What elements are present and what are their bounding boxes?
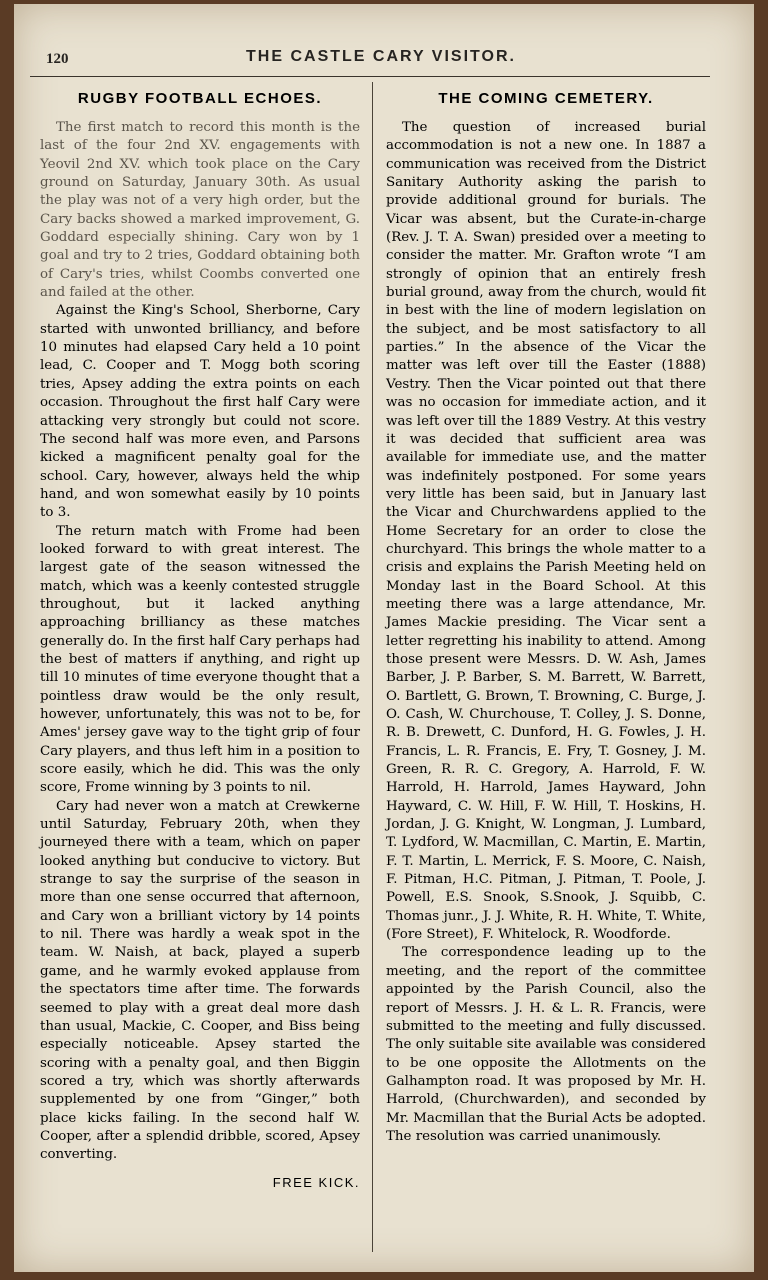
article-heading-rugby: RUGBY FOOTBALL ECHOES. [77,90,323,107]
header-rule [30,76,710,77]
article-paragraph: The return match with Frome had been looked forward to with great interest. The largest gate of the season witnessed the match, which was a keenly contested struggle throughout, but it lacked anything approaching brilliancy as these matches generally do. In the first half Cary perhaps had the best of matters if anything, and right up till 10 minutes of time everyone thought that a pointless draw would be the only result, however, unfortunately, this was not to be, for Ames' jersey gave way to the tight grip of four Cary players, and thus left him in a position to score easily, which he did. This was the only score, Frome winning by 3 points to nil. [40,523,360,796]
article-paragraph: Against the King's School, Sherborne, Cary started with unwonted brilliancy, and before 10 minutes had elapsed Cary held a 10 point lead, C. Cooper and T. Mogg both scoring tries, Apsey adding the extra points on each occasion. Throughout the first half Cary were attacking very strongly but could not score. The second half was more even, and Parsons kicked a magnificent penalty goal for the school. Cary, however, always held the whip hand, and won somewhat easily by 10 points to 3. [40,303,360,521]
article-paragraph: The first match to record this month is the last of the four 2nd XV. engagements with Yeovil 2nd XV. which took place on the Cary ground on Saturday, January 30th. As usual the play was not of a very high order, but the Cary backs showed a marked improvement, G. Goddard especially shining. Cary won by 1 goal and try to 2 tries, Goddard obtaining both of Cary's tries, whilst Coombs converted one and failed at the other. [40,120,360,301]
right-column [386,82,706,1146]
article-paragraph: Cary had never won a match at Crewkerne until Saturday, February 20th, when they journeyed there with a team, which on paper looked anything but conducive to victory. But strange to say the surprise of the season in more than one sense occurred that afternoon, and Cary won a brilliant victory by 14 points to nil. There was hardly a weak spot in the team. W. Naish, at back, played a superb game, and he warmly evoked applause from the spectators time after time. The forwards seemed to play with a great deal more dash than usual, Mackie, C. Cooper, and Biss being especially noticeable. Apsey started the scoring with a penalty goal, and then Biggin scored a try, which was shortly afterwards supplemented by one from “Ginger,” both place kicks failing. In the second half W. Cooper, after a splendid dribble, scored, Apsey converting. [40,798,360,1163]
running-title: THE CASTLE CARY VISITOR. [246,48,516,65]
article-paragraph: The correspondence leading up to the meeting, and the report of the committee appointed by the Parish Council, also the report of Messrs. J. H. & L. R. Francis, were submitted to the meeting and fully discussed. The only suitable site available was considered to be one opposite the Allotments on the Galhampton road. It was proposed by Mr. H. Harrold, (Churchwarden), and seconded by Mr. Macmillan that the Burial Acts be adopted. The resolution was carried unanimously. [386,945,706,1144]
left-column [40,82,360,1190]
article-heading-cemetery: THE COMING CEMETERY. [438,90,654,107]
article-paragraph: The question of increased burial accommodation is not a new one. In 1887 a communication was received from the District Sanitary Authority asking the parish to provide additional ground for burials. The Vicar was absent, but the Curate-in-charge (Rev. J. T. A. Swan) presided over a meeting to consider the matter. Mr. Grafton wrote “I am strongly of opinion that an entirely fresh burial ground, away from the church, would fit in best with the line of modern legislation on the subject, and be most satisfactory to all parties.” In the absence of the Vicar the matter was left over till the Easter (1888) Vestry. Then the Vicar pointed out that there was no occasion for immediate action, and it was left over till the 1889 Vestry. At this vestry it was decided that sufficient area was available for immediate use, and the matter was indefinitely postponed. For some years very little has been said, but in January last the Vicar and Churchwardens applied to the Home Secretary for an order to close the churchyard. This brings the whole matter to a crisis and explains the Parish Meeting held on Monday last in the Board School. At this meeting there was a large attendance, Mr. James Mackie presiding. The Vicar sent a letter regretting his inability to attend. Among those present were Messrs. D. W. Ash, James Barber, J. P. Barber, S. M. Barrett, W. Barrett, O. Bartlett, G. Brown, T. Browning, C. Burge, J. O. Cash, W. Churchouse, T. Colley, J. S. Donne, R. B. Drewett, C. Dunford, H. G. Fowles, J. H. Francis, L. R. Francis, E. Fry, T. Gosney, J. M. Green, R. R. C. Gregory, A. Harrold, F. W. Harrold, H. Harrold, James Hayward, John Hayward, C. W. Hill, F. W. Hill, T. Hoskins, H. Jordan, J. G. Knight, W. Longman, J. Lumbard, T. Lydford, W. Macmillan, C. Martin, E. Martin, F. T. Martin, L. Merrick, F. S. Moore, C. Naish, F. Pitman, H.C. Pitman, J. Pitman, T. Poole, J. Powell, E.S. Snook, S.Snook, J. Squibb, C. Thomas junr., J. J. White, R. H. White, T. White, (Fore Street), F. Whitelock, R. Woodforde. [386,120,706,943]
column-divider [372,82,373,1252]
page-header [36,44,726,74]
page-number: 120 [46,51,69,67]
article-signature: FREE KICK. [272,1174,360,1190]
